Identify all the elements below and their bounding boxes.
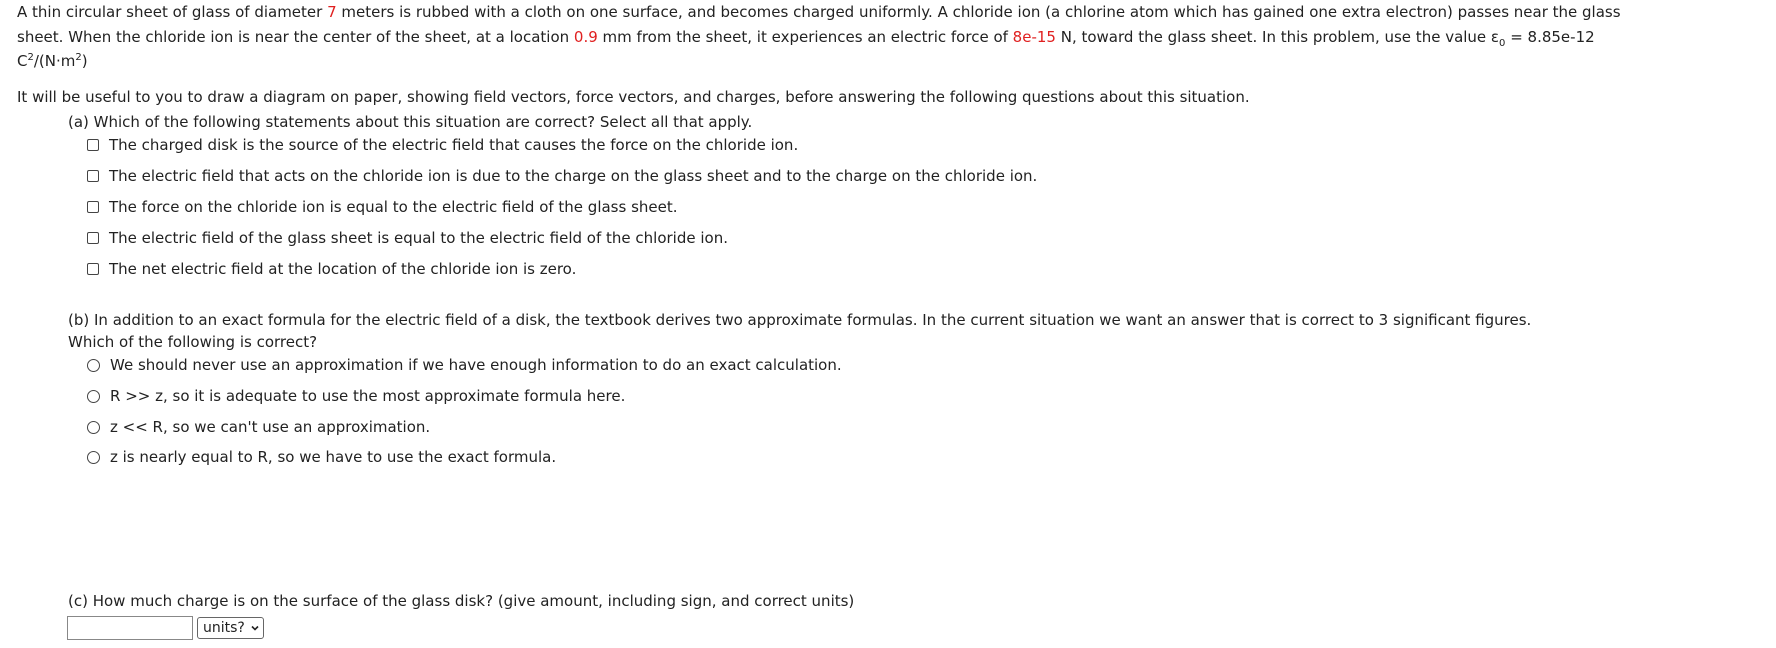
charge-answer-input[interactable] bbox=[67, 616, 193, 640]
units-select[interactable] bbox=[197, 617, 264, 639]
checkbox[interactable] bbox=[87, 170, 99, 182]
checkbox[interactable] bbox=[87, 201, 99, 213]
radio-button[interactable] bbox=[87, 421, 100, 434]
part-b-option-4[interactable]: z is nearly equal to R, so we have to use the exact formula. bbox=[87, 446, 556, 468]
chevron-down-icon bbox=[251, 624, 259, 632]
problem-line-2: sheet. When the chloride ion is near the center of the sheet, at a location 0.9 mm from the sheet, it experiences an electric force of 8e-15 N, toward the glass sheet. In this problem, use the value $\varepsilon_0 = 8.85e-12$ bbox=[17, 27, 1595, 49]
checkbox[interactable] bbox=[87, 263, 99, 275]
checkbox[interactable] bbox=[87, 139, 99, 151]
distance-value: 0.9 bbox=[573, 27, 598, 46]
part-a-option-1[interactable]: The charged disk is the source of the electric field that causes the force on the chloride ion. bbox=[87, 134, 798, 156]
part-b-option-2[interactable]: R >> z, so it is adequate to use the most approximate formula here. bbox=[87, 385, 625, 407]
part-a-option-4[interactable]: The electric field of the glass sheet is equal to the electric field of the chloride ion. bbox=[87, 227, 728, 249]
force-value: 8e-15 bbox=[1012, 27, 1056, 46]
units-selected-value: units? bbox=[203, 620, 245, 636]
diameter-value: 7 bbox=[327, 3, 337, 21]
part-a-option-2[interactable]: The electric field that acts on the chloride ion is due to the charge on the glass sheet and to the charge on the chloride ion. bbox=[87, 165, 1037, 187]
diagram-hint: It will be useful to you to draw a diagram on paper, showing field vectors, force vectors, and charges, before answering the following questions about this situation. bbox=[17, 88, 1250, 106]
radio-button[interactable] bbox=[87, 451, 100, 464]
part-b-option-3[interactable]: z << R, so we can't use an approximation. bbox=[87, 416, 430, 438]
part-c-answer-row bbox=[67, 616, 264, 640]
radio-button[interactable] bbox=[87, 359, 100, 372]
part-a-option-5[interactable]: The net electric field at the location of the chloride ion is zero. bbox=[87, 258, 576, 280]
problem-line-1: A thin circular sheet of glass of diameter 7 meters is rubbed with a cloth on one surface, and becomes charged uniformly. A chloride ion (a chlorine atom which has gained one extra electron) passes near the glass bbox=[17, 3, 1621, 21]
checkbox[interactable] bbox=[87, 232, 99, 244]
problem-statement bbox=[17, 0, 1772, 74]
part-b-question-line-1: (b) In addition to an exact formula for the electric field of a disk, the textbook derives two approximate formulas. In the current situation we want an answer that is correct to 3 significant figures. bbox=[68, 311, 1532, 329]
problem-line-3-units: $C^2/(N\cdot m^2)$ bbox=[17, 52, 88, 70]
radio-button[interactable] bbox=[87, 390, 100, 403]
part-b-option-1[interactable]: We should never use an approximation if we have enough information to do an exact calculation. bbox=[87, 354, 842, 376]
part-a-question: (a) Which of the following statements about this situation are correct? Select all that apply. bbox=[68, 113, 753, 131]
part-a-option-3[interactable]: The force on the chloride ion is equal to the electric field of the glass sheet. bbox=[87, 196, 678, 218]
part-b-question-line-2: Which of the following is correct? bbox=[68, 333, 318, 351]
part-c-question: (c) How much charge is on the surface of the glass disk? (give amount, including sign, and correct units) bbox=[68, 592, 855, 610]
